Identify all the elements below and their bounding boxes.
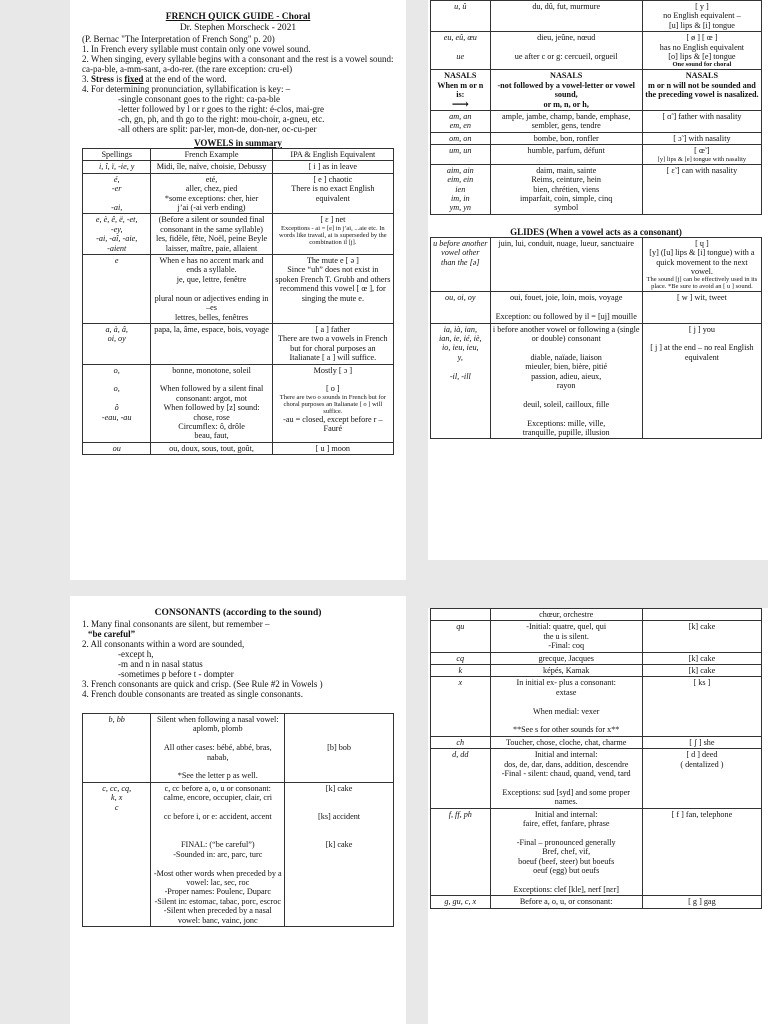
consonants-table-left — [82, 713, 394, 927]
vowels-table — [82, 148, 394, 455]
ipa-cell — [642, 896, 761, 908]
rule-3-num: 3. — [82, 74, 91, 84]
table-row — [431, 145, 762, 164]
spelling-cell: u, û — [431, 1, 491, 32]
consonants-table-right — [430, 608, 762, 909]
cell-text: ia, ià, ian, ian, ie, ié, iè, io, ieu, ieu, y, -il, -ill — [439, 324, 482, 381]
ipa-cell — [642, 292, 761, 323]
cell-text: chœur, orchestre — [539, 610, 594, 619]
example-cell — [151, 323, 272, 364]
cell-text: [ w ] wit, tweet — [677, 293, 727, 303]
cell-text: In initial ex- plus a consonant: extase When medial: vexer **See s for other sounds for x** — [512, 678, 620, 735]
ipa-cell — [272, 161, 393, 173]
rule-4: 4. For determining pronunciation, syllabification is key: – — [82, 84, 291, 94]
nasals-col-3 — [642, 70, 761, 111]
spelling-cell — [431, 132, 491, 144]
cell-text: bombe, bon, ronfler — [533, 133, 599, 143]
spelling-cell — [431, 164, 491, 214]
table-row — [431, 621, 762, 652]
table-row — [431, 323, 762, 439]
rule-3-end: at the end of the word. — [143, 74, 227, 84]
cell-text: (Before a silent or sounded final consonant in the same syllable) les, fidèle, fête, Noël, peine Beyle laisser, maître, paie, allaient — [155, 215, 268, 253]
cell-text: [ e ] chaotic There is no exact English equivalent — [291, 174, 375, 203]
cell-text: [ d ] deed ( dentalized ) — [680, 750, 724, 769]
cell-text: [ ɑ̃ ] father with nasality — [662, 112, 742, 122]
spelling-cell — [431, 609, 491, 621]
cell-text: e — [114, 256, 119, 266]
nasals-heading: NASALS — [444, 71, 477, 81]
spelling-cell — [431, 237, 491, 292]
table-row — [431, 132, 762, 144]
table-row — [431, 609, 762, 621]
spelling-cell — [83, 173, 151, 214]
ipa-cell — [642, 665, 761, 677]
table-row — [431, 237, 762, 292]
cell-text: daim, main, sainte Reims, ceinture, hein bien, chrétien, viens imparfait, coin, simple, cinq symbol — [520, 165, 613, 213]
cons-rule-1: 1. Many final consonants are silent, but remember – — [82, 619, 270, 629]
be-careful: “be careful” — [88, 629, 136, 639]
cons-rule-3: 3. French consonants are quick and crisp. (See Rule #2 in Vowels ) — [82, 679, 323, 689]
cons-rule-2: 2. All consonants within a word are sounded, — [82, 639, 245, 649]
nasals-col-1 — [431, 70, 491, 111]
rule-3-stress: Stress — [91, 74, 114, 84]
example-cell — [490, 609, 642, 621]
cell-note: Exceptions - ai = [e] in j’ai, ...aie etc. In words like travail, ai is superseded by the combination il [j]. — [279, 224, 387, 246]
rule-4-sub-3: -ch, gn, ph, and th go to the right: mou-choir, a-gneu, etc. — [118, 114, 325, 124]
spelling-cell — [431, 621, 491, 652]
ipa-cell: [ y ] no English equivalent – [u] lips & [i] tongue — [642, 1, 761, 32]
table-row — [431, 292, 762, 323]
table-row — [431, 665, 762, 677]
glides-title: GLIDES (When a vowel acts as a consonant) — [510, 226, 682, 237]
cell-text: é, -er -ai, — [111, 174, 123, 213]
table-row — [83, 255, 394, 324]
consonants-panel-right — [428, 608, 768, 1024]
spelling-cell — [431, 145, 491, 164]
spelling-cell — [431, 111, 491, 133]
table-row — [431, 1, 762, 32]
ipa-cell — [285, 714, 394, 783]
ipa-cell — [272, 323, 393, 364]
cell-text: Silent when following a nasal vowel: aplomb, plomb All other cases: bébé, abbé, bras, nabab, *See the letter p as well. — [156, 715, 279, 781]
nasals-col-2 — [490, 70, 642, 111]
table-row — [83, 782, 394, 926]
spelling-cell — [83, 255, 151, 324]
cell-text: Toucher, chose, cloche, chat, charme — [505, 737, 627, 747]
vowels-header-row — [83, 149, 394, 161]
vowels-title: VOWELS in summary — [194, 138, 282, 148]
cell-text: x — [458, 678, 463, 688]
cell-text: [k] cake — [688, 622, 716, 632]
ipa-cell — [642, 237, 761, 292]
cell-text: o, o, ô -eau, -au — [101, 365, 132, 422]
cell-note: The sound [j] can be effectively used in its place. *Be sure to avoid an [ u ] sound. — [646, 276, 758, 291]
example-cell — [490, 749, 642, 808]
ipa-cell — [642, 164, 761, 214]
cell-text: b, bb — [108, 715, 125, 724]
cell-text: [ a ] father There are two a vowels in French but for choral purposes an Italianate [ a ] will suffice. — [278, 324, 388, 363]
cell-text: grecque, Jacques — [538, 653, 594, 663]
cell-text: eté, aller, chez, pied *some exceptions: cher, hier j’ai (-ai verb ending) — [164, 174, 259, 213]
ipa-cell — [642, 111, 761, 133]
ipa-cell — [642, 609, 761, 621]
cell-text: a, à, â, oi, oy — [105, 324, 128, 344]
cell-text: [k] cake — [688, 653, 716, 663]
spelling-cell — [83, 323, 151, 364]
cell-text: f, ff, ph — [448, 809, 472, 819]
header-ipa: IPA & English Equivalent — [272, 149, 393, 161]
cons-rule-2b: -m and n in nasal status — [118, 659, 203, 669]
example-cell — [151, 442, 272, 454]
cell-text: Initial and internal: faire, effet, fanfare, phrase -Final – pronounced generally Bref, chef, vif, boeuf (beef, steer) but boeufs oeuf (egg) but oeufs Exceptions: clef [kle], nerf [nɛr] — [513, 809, 619, 894]
spelling-cell — [431, 677, 491, 736]
example-cell: dieu, jeûne, nœud ue after c or g: cercueil, orgueil — [490, 32, 642, 70]
ipa-main: [ ø ] [ œ ] has no English equivalent [o] lips & [e] tongue — [659, 33, 745, 62]
example-cell — [490, 808, 642, 896]
table-row — [83, 173, 394, 214]
table-row — [431, 32, 762, 70]
cell-text: u before another vowel other than the [ə] — [433, 238, 488, 267]
u-eu-table — [430, 0, 762, 215]
example-cell — [151, 214, 272, 255]
cell-text: aim, ain eim, ein ien im, in ym, yn — [446, 165, 474, 213]
rule-4-sub-2: -letter followed by l or r goes to the right: é-clos, mai-gre — [118, 104, 324, 114]
cell-text: képés, Kamak — [543, 666, 590, 676]
spelling-cell — [431, 292, 491, 323]
rule-3-is: is — [113, 74, 125, 84]
nasals-when: When m or n is: — [437, 80, 484, 100]
cell-text: d, dd — [452, 750, 469, 760]
example-cell — [490, 677, 642, 736]
example-cell — [490, 145, 642, 164]
cell-text: juin, lui, conduit, nuage, lueur, sanctuaire — [498, 238, 635, 248]
ipa-cell — [642, 323, 761, 439]
cell-text: [ ɔ̃ ] with nasality — [673, 133, 731, 143]
vowels-panel — [70, 0, 406, 580]
cell-text: ou, doux, sous, tout, goût, — [169, 443, 254, 453]
cell-text: Midi, île, naïve, choisie, Debussy — [156, 162, 267, 172]
cell-text: qu — [456, 622, 465, 632]
cell-text: [ i ] as in leave — [308, 162, 358, 172]
cell-text: The mute e [ ə ] Since “uh” does not exist in spoken French T. Grubb and others recommend this vowel [ œ ], for singing the mute e. — [275, 256, 391, 303]
guide-title: FRENCH QUICK GUIDE - Choral — [165, 12, 311, 22]
spelling-cell: eu, eû, œu ue — [431, 32, 491, 70]
table-row — [431, 736, 762, 748]
table-row — [83, 442, 394, 454]
cell-text: g, gu, c, x — [444, 897, 477, 907]
cell-text: ample, jambe, champ, bande, emphase, sembler, gens, tendre — [501, 112, 631, 131]
spelling-cell — [431, 749, 491, 808]
cell-note: [y] lips & [e] tongue with nasality — [657, 155, 747, 163]
cell-text: e, è, ê, ë, -et, -ey, -ai, -aî, -aie, -aient — [95, 215, 138, 253]
cell-text: Initial and internal: dos, de, dar, dans, addition, descendre -Final - silent: chaud, quand, vend, tard Exceptions: sud [syd] and some proper names. — [501, 750, 631, 807]
consonants-title: CONSONANTS (according to the sound) — [154, 608, 322, 618]
cell-text: bonne, monotone, soleil When followed by a silent final consonant: argot, mot When followed by [z] sound: chose, rose Circumflex: ô, drôle beau, faut, — [159, 365, 264, 441]
ipa-note: One sound for choral — [672, 61, 732, 69]
nasals-header-row — [431, 70, 762, 111]
cell-text-extra: -au = closed, except before r – Fauré — [283, 414, 383, 434]
ipa-cell — [642, 749, 761, 808]
cell-text: When e has no accent mark and ends a syllable. je, que, lettre, fenêtre plural noun or adjectives ending in –es lettres, belles, fenêtres — [154, 256, 269, 322]
example-cell — [151, 173, 272, 214]
table-row — [83, 161, 394, 173]
ipa-cell — [272, 442, 393, 454]
ipa-cell — [272, 173, 393, 214]
cell-text: -Initial: quatre, quel, qui the u is silent. -Final: coq — [526, 622, 607, 651]
spelling-cell — [431, 736, 491, 748]
ipa-cell — [272, 214, 393, 255]
cell-text: ou, oi, oy — [445, 293, 476, 303]
cell-text: [ j ] you [ j ] at the end – no real English equivalent — [650, 324, 754, 362]
example-cell — [490, 237, 642, 292]
cell-text: [ ʃ ] she — [689, 737, 715, 747]
cell-text: ou — [112, 443, 121, 453]
nasals-result: m or n will not be sounded and the preceding vowel is nasalized. — [645, 80, 759, 100]
spelling-cell — [83, 161, 151, 173]
cell-text: am, an em, en — [449, 112, 472, 131]
cell-text: [k] cake — [688, 666, 716, 676]
consonants-panel — [70, 596, 406, 1024]
spelling-cell — [431, 652, 491, 664]
cell-text: Mostly [ ɔ ] [ o ] — [313, 365, 353, 394]
cell-text: cq — [456, 653, 465, 663]
table-row — [431, 896, 762, 908]
arrow-right-icon: ⟶ — [451, 96, 469, 111]
cell-text: [ g ] gag — [688, 897, 716, 907]
author-line: Dr. Stephen Morscheck - 2021 — [179, 23, 297, 33]
cons-rule-2c: -sometimes p before t - dompter — [118, 669, 234, 679]
example-cell — [490, 736, 642, 748]
table-row — [83, 364, 394, 442]
example-cell — [490, 132, 642, 144]
example-cell — [490, 111, 642, 133]
ipa-cell — [642, 677, 761, 736]
cell-text: om, on — [449, 133, 472, 143]
spelling-cell — [83, 714, 151, 783]
example-cell — [490, 323, 642, 439]
spelling-cell — [83, 214, 151, 255]
table-row — [431, 749, 762, 808]
example-cell: du, dû, fut, murmure — [490, 1, 642, 32]
cell-text: um, un — [449, 146, 472, 156]
cell-text: papa, la, âme, espace, bois, voyage — [154, 324, 269, 334]
ipa-cell — [642, 652, 761, 664]
cell-text: humble, parfum, défunt — [527, 146, 605, 156]
example-cell — [151, 161, 272, 173]
table-row — [83, 323, 394, 364]
ipa-cell — [642, 736, 761, 748]
nasals-heading: NASALS — [685, 71, 719, 81]
header-example: French Example — [151, 149, 272, 161]
cons-rule-4: 4. French double consonants are treated as single consonants. — [82, 689, 303, 699]
table-row — [431, 808, 762, 896]
spelling-cell — [431, 323, 491, 439]
ipa-cell — [642, 132, 761, 144]
source-line: (P. Bernac "The Interpretation of French Song" p. 20) — [82, 34, 275, 44]
example-cell — [490, 164, 642, 214]
cell-text: [ œ̃ ] — [694, 146, 710, 156]
cell-text: i before another vowel or following a (single or double) consonant diable, naïade, liaison mieuler, bien, bière, pitié passion, adieu, aieux, rayon deuil, soleil, cailloux, fille Exceptions: mille, ville, tranquille, pupille, illusion — [492, 324, 640, 438]
table-row — [431, 677, 762, 736]
cell-text: i, î, ï, -ie, y — [98, 162, 135, 172]
cell-text: Before a, o, u, or consonant: — [519, 897, 613, 907]
spelling-cell — [83, 442, 151, 454]
glides-table — [430, 237, 762, 440]
example-cell — [490, 621, 642, 652]
nasals-glides-panel — [428, 0, 768, 560]
cell-text: [ ks ] — [693, 678, 711, 688]
spelling-cell — [83, 782, 151, 926]
example-cell — [151, 714, 285, 783]
cell-text: c, cc before a, o, u or consonant: calme, encore, occupier, clair, cri cc before i, or e: accident, accent FINAL: (“be careful”) -Sounded in: arc, parc, turc -Most other words when preceded by a vowel: lac, sec, roc -Proper names: Poulenc, Duparc -Silent in: estomac, tabac, porc, escroc -Silent when preceded by a nasal vowel: banc, vainc, jonc — [153, 783, 282, 925]
spelling-cell — [83, 364, 151, 442]
spelling-cell — [431, 896, 491, 908]
cell-text: k — [458, 666, 463, 676]
ipa-cell — [642, 808, 761, 896]
table-row — [431, 164, 762, 214]
table-row — [431, 652, 762, 664]
cell-text: [ ɛ̃ ] can with nasality — [666, 165, 738, 175]
example-cell — [490, 652, 642, 664]
ipa-cell — [642, 145, 761, 164]
table-row — [431, 111, 762, 133]
example-cell — [151, 255, 272, 324]
nasals-condition: -not followed by a vowel-letter or vowel sound, or m, n, or h, — [497, 80, 635, 109]
ipa-cell — [285, 782, 394, 926]
cell-text: oui, fouet, joie, loin, mois, voyage Exception: ou followed by il = [uj] mouille — [495, 293, 637, 322]
ipa-cell — [272, 364, 393, 442]
cell-text: [ u ] moon — [315, 443, 351, 453]
example-cell — [490, 665, 642, 677]
cons-rule-2a: -except h, — [118, 649, 154, 659]
cell-text: [ ɥ ] [y] ([u] lips & [i] tongue) with a quick movement to the next vowel. — [649, 238, 755, 276]
header-spellings: Spellings — [83, 149, 151, 161]
ipa-cell — [272, 255, 393, 324]
cell-note: There are two o sounds in French but for choral purposes an Italianate [ o ] will suffice. — [279, 393, 386, 415]
cell-text: [ f ] fan, telephone — [671, 809, 733, 819]
ipa-cell — [642, 621, 761, 652]
nasals-heading: NASALS — [550, 71, 583, 81]
cell-text: [b] bob — [327, 743, 351, 753]
example-cell — [490, 292, 642, 323]
rule-4-sub-4: -all others are split: par-ler, mon-de, don-ner, oc-cu-per — [118, 124, 317, 134]
spelling-cell — [431, 808, 491, 896]
rule-3 — [82, 74, 394, 84]
cell-text: c, cc, cq, k, x c — [102, 783, 132, 812]
rule-1: 1. In French every syllable must contain only one vowel sound. — [82, 44, 311, 54]
cell-text: ch — [456, 737, 465, 747]
table-row — [83, 214, 394, 255]
example-cell — [151, 782, 285, 926]
example-cell — [151, 364, 272, 442]
rule-3-fixed: fixed — [124, 74, 144, 84]
rule-2: 2. When singing, every syllable begins with a consonant and the rest is a vowel sound: ca-pa-ble, a-mm-sant, a-do-rer. (the rare exception: cru-el) — [82, 54, 394, 74]
spelling-cell — [431, 665, 491, 677]
cell-text: [k] cake [ks] accident [k] cake — [318, 783, 361, 850]
ipa-cell — [642, 32, 761, 70]
table-row — [83, 714, 394, 783]
rule-4-sub-1: -single consonant goes to the right: ca-pa-ble — [118, 94, 280, 104]
cell-text: [ ɛ ] net — [320, 215, 346, 225]
example-cell — [490, 896, 642, 908]
